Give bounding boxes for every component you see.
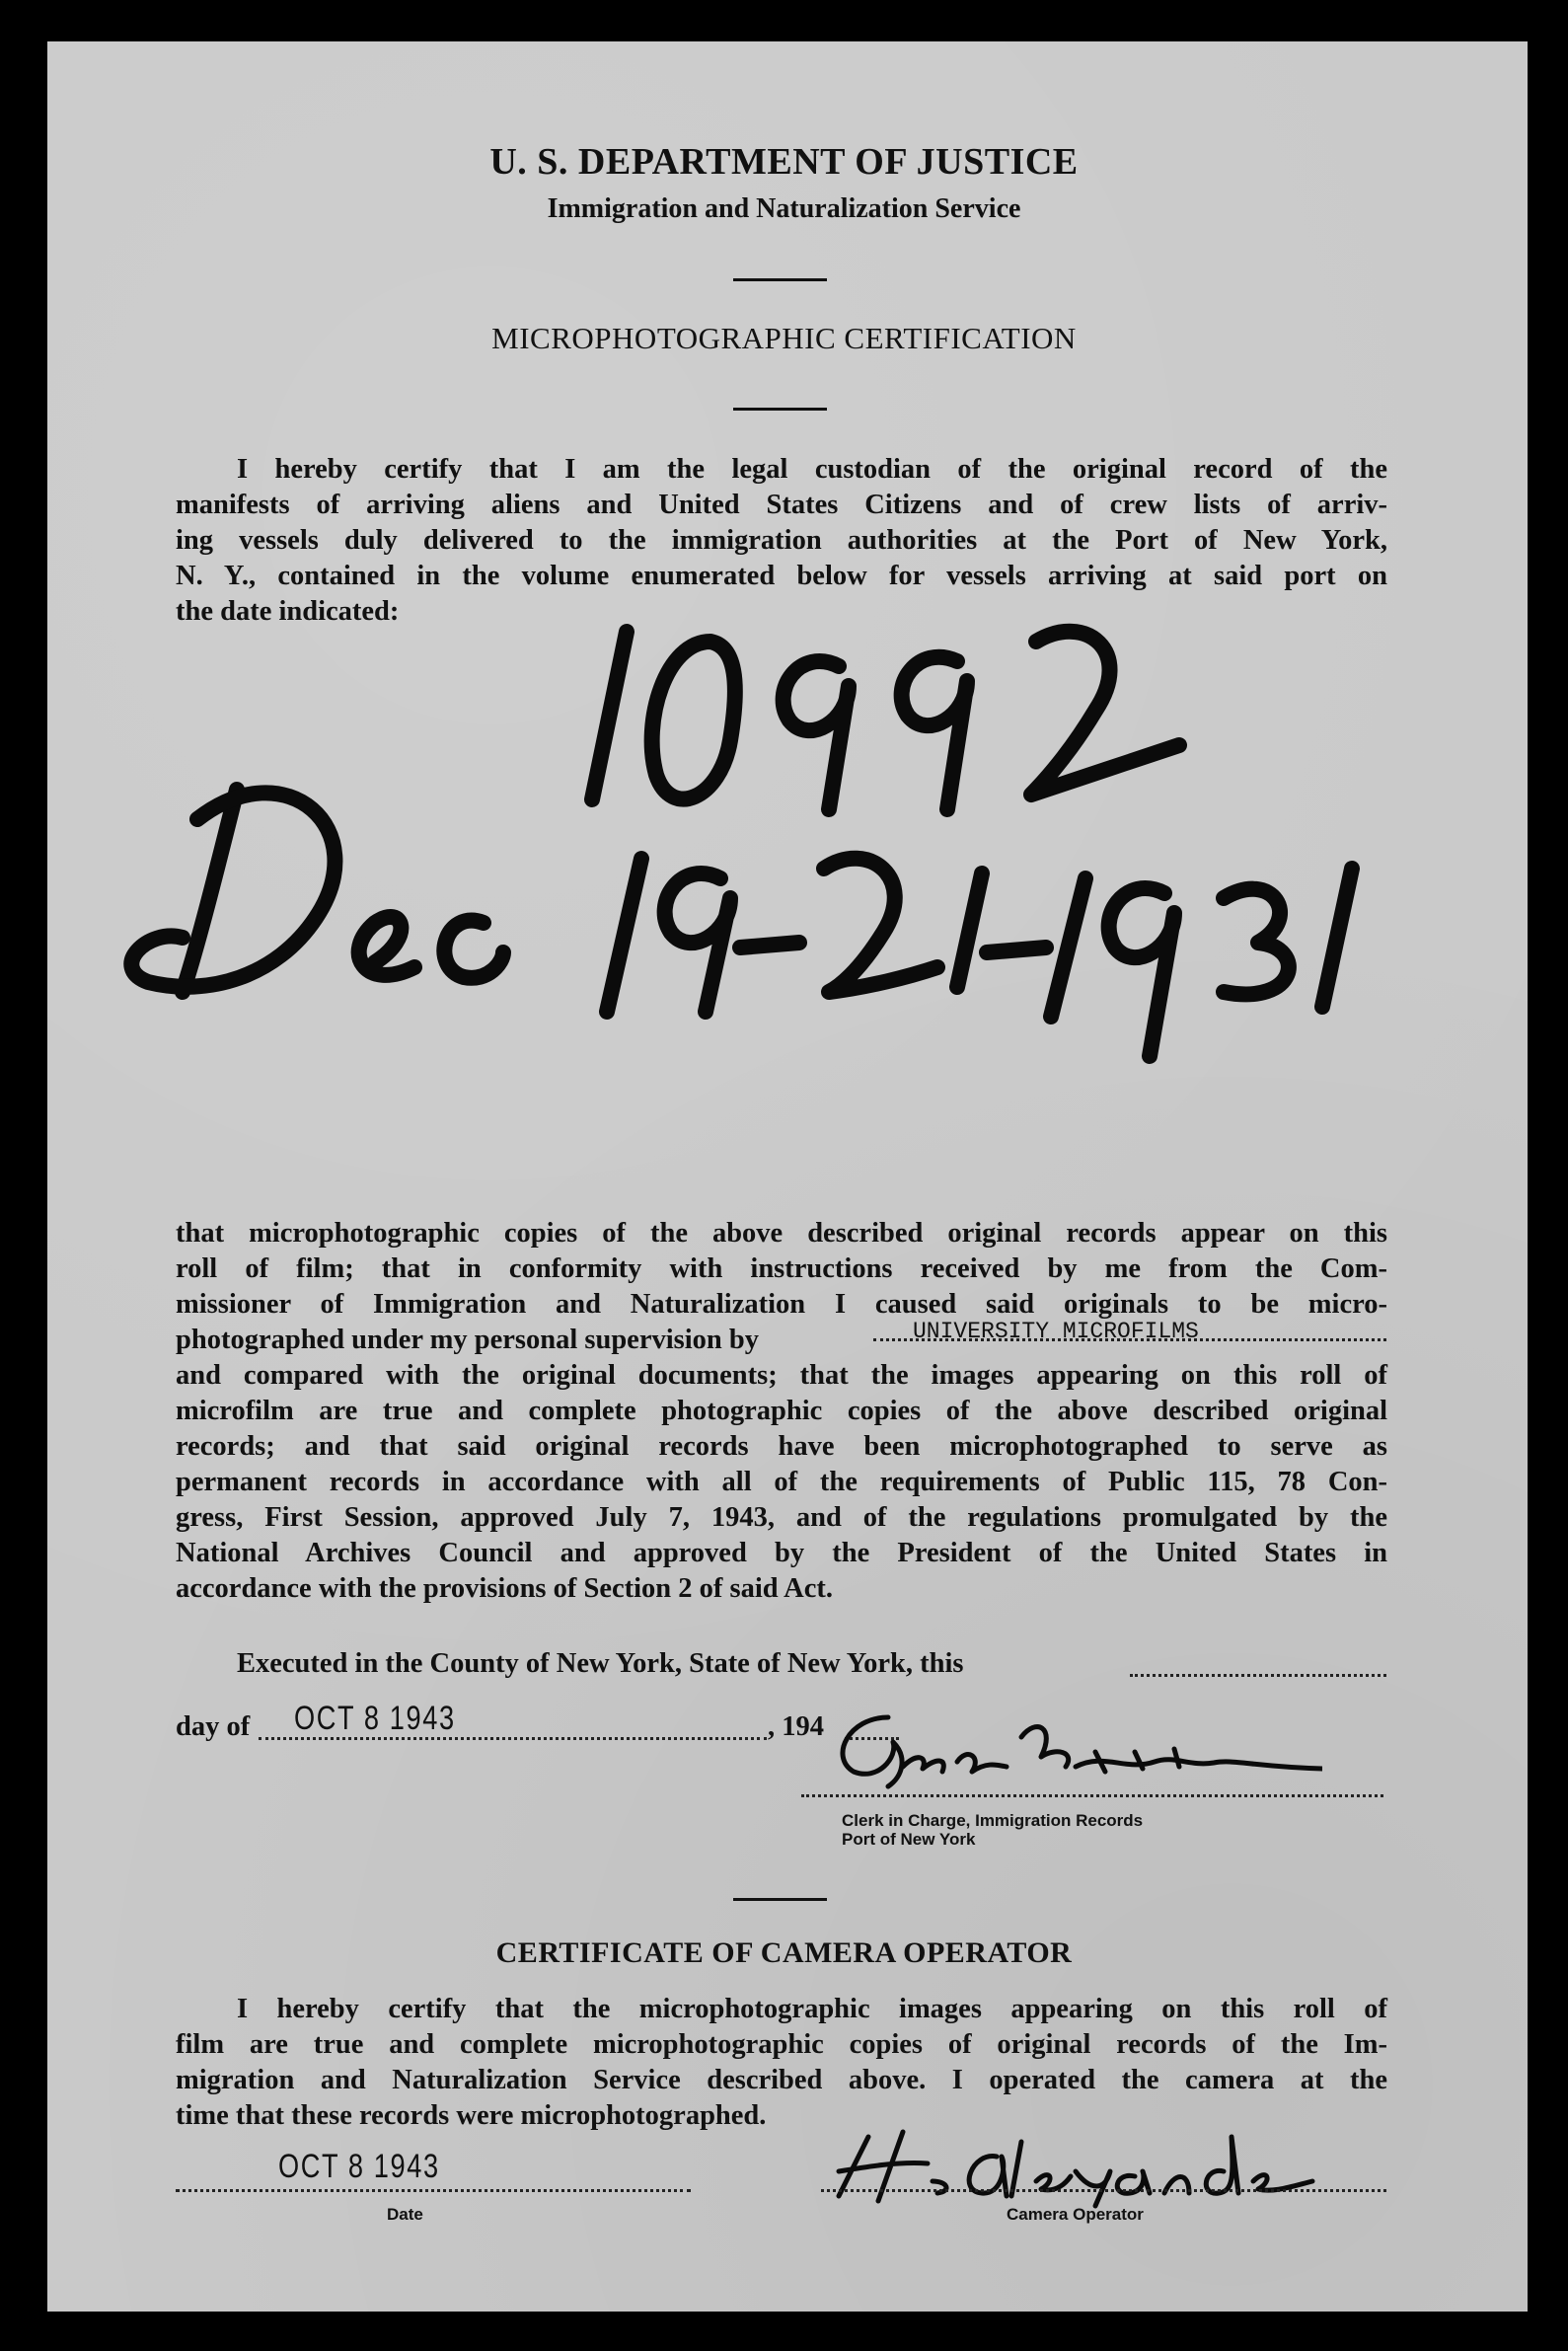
divider-rule [733,408,827,411]
camera-line: migration and Naturalization Service described above. I operated the camera at the [176,2065,1387,2095]
camera-date-stamp: OCT 8 1943 [278,2148,440,2185]
body-line: National Archives Council and approved by the President of the United States in [176,1538,1387,1568]
executed-text: Executed in the County of New York, State of New York, this [237,1648,964,1679]
certification-title: MICROPHOTOGRAPHIC CERTIFICATION [491,321,1077,355]
camera-operator-signature [809,2122,1322,2211]
divider-rule [733,1898,827,1901]
executed-dotted-line [1130,1674,1386,1677]
camera-line: film are true and complete microphotographic copies of original records of the Im- [176,2029,1387,2060]
body-paragraph [176,1216,1387,1607]
body-line: records; and that said original records have been microphotographed to serve as [176,1431,1387,1462]
typed-company-name: UNIVERSITY MICROFILMS [913,1319,1199,1344]
clerk-signature [809,1698,1322,1806]
intro-line: I hereby certify that I am the legal custodian of the original record of the [237,454,1387,485]
body-line: missioner of Immigration and Naturalization I caused said originals to be micro- [176,1289,1387,1320]
date-dotted-line [176,2189,691,2192]
year-prefix: , 194 [768,1711,824,1742]
clerk-title [842,1811,1143,1849]
handwritten-date-range [493,869,494,870]
clerk-title-line2: Port of New York [842,1830,976,1849]
executed-date-stamp: OCT 8 1943 [294,1700,456,1737]
camera-certificate-title: CERTIFICATE OF CAMERA OPERATOR [495,1936,1073,1969]
operator-dotted-line [821,2189,1386,2192]
body-line: accordance with the provisions of Section 2 of said Act. [176,1573,834,1604]
camera-line: I hereby certify that the microphotographic images appearing on this roll of [237,1994,1387,2024]
service-subheading: Immigration and Naturalization Service [547,193,1021,224]
day-of-label: day of [176,1711,251,1742]
intro-line: N. Y., contained in the volume enumerated below for vessels arriving at said port on [176,561,1387,591]
body-line: microfilm are true and complete photographic copies of the above described original [176,1396,1387,1426]
handwritten-volume-number [493,592,494,593]
clerk-signature-text [937,1767,938,1768]
body-line: roll of film; that in conformity with instructions received by me from the Com- [176,1253,1387,1284]
date-label: Date [387,2205,423,2224]
clerk-title-line1: Clerk in Charge, Immigration Records [842,1811,1144,1830]
body-line: that microphotographic copies of the above described original records appear on this [176,1218,1387,1249]
camera-certificate-paragraph [176,1992,1387,2134]
camera-operator-label: Camera Operator [1007,2205,1144,2224]
body-line: permanent records in accordance with all of the requirements of Public 115, 78 Con- [176,1467,1387,1497]
divider-rule [733,278,827,281]
operator-signature-text [937,2171,938,2172]
body-line: gress, First Session, approved July 7, 1943, and of the regulations promulgated by the [176,1502,1387,1533]
camera-line: time that these records were microphotographed. [176,2100,767,2131]
intro-line: the date indicated: [176,596,400,627]
intro-line: ing vessels duly delivered to the immigration authorities at the Port of New York, [176,525,1387,556]
intro-line: manifests of arriving aliens and United States Citizens and of crew lists of arriv- [176,490,1387,520]
department-heading: U. S. DEPARTMENT OF JUSTICE [489,141,1079,183]
handwritten-volume-and-dates [89,572,1391,1086]
body-line: photographed under my personal supervision by [176,1325,759,1355]
body-line: and compared with the original documents; that the images appearing on this roll of [176,1360,1387,1391]
certificate-sheet [47,41,1528,2312]
clerk-signature-line [801,1794,1383,1797]
